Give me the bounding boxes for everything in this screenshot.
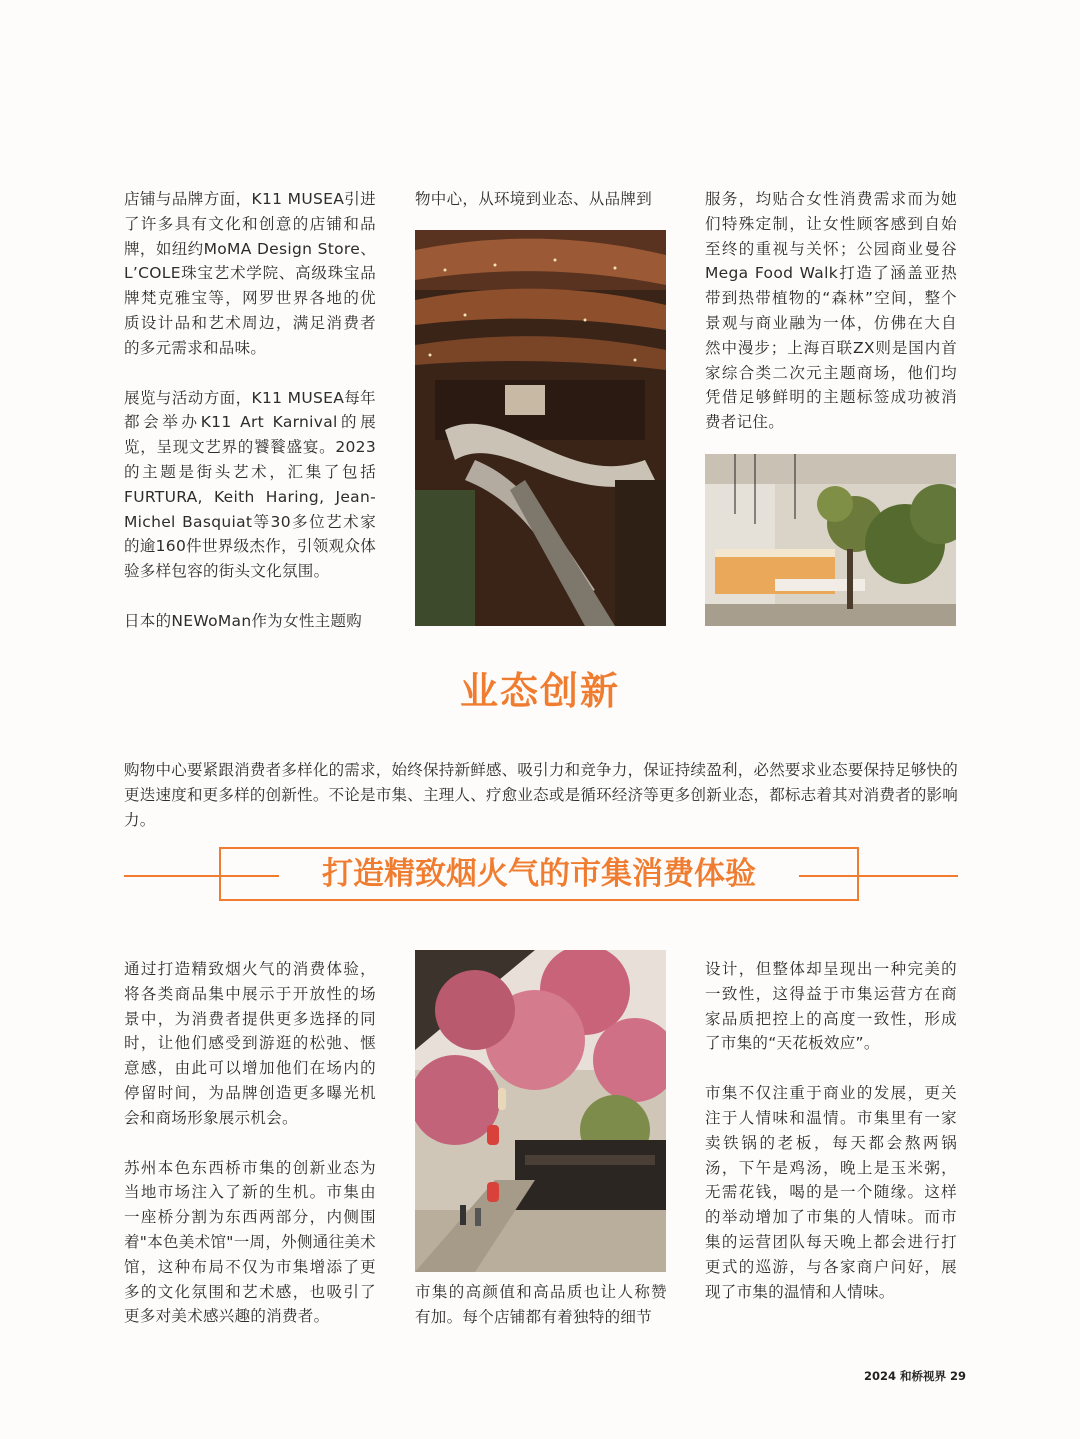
- page-footer: 2024 和桥视界 29: [863, 1369, 966, 1383]
- paragraph: 服务，均贴合女性消费需求而为她们特殊定制，让女性顾客感到自始至终的重视与关怀；公园商业曼谷Mega Food Walk打造了涵盖亚热带到热带植物的“森林”空间，整个景观与商业融为一体，仿佛在大自然中漫步；上海百联ZX则是国内首家综合类二次元主题商场，他们均凭借足够鲜明的主题标签成功被消费者记住。: [705, 190, 957, 432]
- section-title: 业态创新: [459, 669, 620, 713]
- market-street-photo: [415, 950, 666, 1272]
- paragraph: 展览与活动方面，K11 MUSEA每年都会举办K11 Art Karnival的展览，呈现文艺界的饕餮盛宴。2023的主题是街头艺术，汇集了包括FURTURA, Keith Haring, Jean-Michel Basquiat等30多位艺术家的逾160件世界级杰作，引领观众体验多样包容的街头文化氛围。: [124, 388, 376, 581]
- paragraph: 物中心，从环境到业态、从品牌到: [415, 190, 653, 208]
- interior-plants-photo: [705, 454, 956, 626]
- section-intro: 购物中心要紧跟消费者多样化的需求，始终保持新鲜感、吸引力和竞争力，保证持续盈利，必然要求业态要保持足够快的更迭速度和更多样的创新性。不论是市集、主理人、疗愈业态或是循环经济等更多创新业态，都标志着其对消费者的影响力。: [124, 761, 958, 829]
- paragraph: 店铺与品牌方面，K11 MUSEA引进了许多具有文化和创意的店铺和品牌，如纽约MoMA Design Store、L’COLE珠宝艺术学院、高级珠宝品牌梵克雅宝等，网罗世界各地的优质设计品和艺术周边，满足消费者的多元需求和品味。: [124, 190, 376, 357]
- bottom-column-1: [124, 957, 376, 1354]
- paragraph: 通过打造精致烟火气的消费体验，将各类商品集中展示于开放性的场景中，为消费者提供更多选择的同时，让他们感受到游逛的松弛、惬意感，由此可以增加他们在场内的停留时间，为品牌创造更多曝光机会和商场形象展示机会。: [124, 960, 376, 1127]
- paragraph: 日本的NEWoMan作为女性主题购: [124, 611, 363, 630]
- bottom-column-2: 市集的高颜值和高品质也让人称赞有加。每个店铺都有着独特的细节: [415, 1283, 667, 1326]
- mall-atrium-photo: [415, 230, 666, 626]
- bottom-column-3: [705, 957, 957, 1329]
- top-column-3: [705, 187, 957, 460]
- top-column-1: [124, 187, 376, 659]
- paragraph: 市集不仅注重于商业的发展，更关注于人情味和温情。市集里有一家卖铁锅的老板，每天都会熬两锅汤，下午是鸡汤，晚上是玉米粥，无需花钱，喝的是一个随缘。这样的举动增加了市集的人情味。而市集的运营团队每天晚上都会进行打更式的巡游，与各家商户问好，展现了市集的温情和人情味。: [705, 1084, 957, 1301]
- subtitle: 打造精致烟火气的市集消费体验: [279, 852, 799, 896]
- paragraph: 苏州本色东西桥市集的创新业态为当地市场注入了新的生机。市集由一座桥分割为东西两部分，内侧围着"本色美术馆"一周，外侧通往美术馆，这种布局不仅为市集增添了更多的文化氛围和艺术感，也吸引了更多对美术感兴趣的消费者。: [124, 1158, 376, 1326]
- paragraph: 设计，但整体却呈现出一种完美的一致性，这得益于市集运营方在商家品质把控上的高度一致性，形成了市集的“天花板效应”。: [705, 960, 957, 1053]
